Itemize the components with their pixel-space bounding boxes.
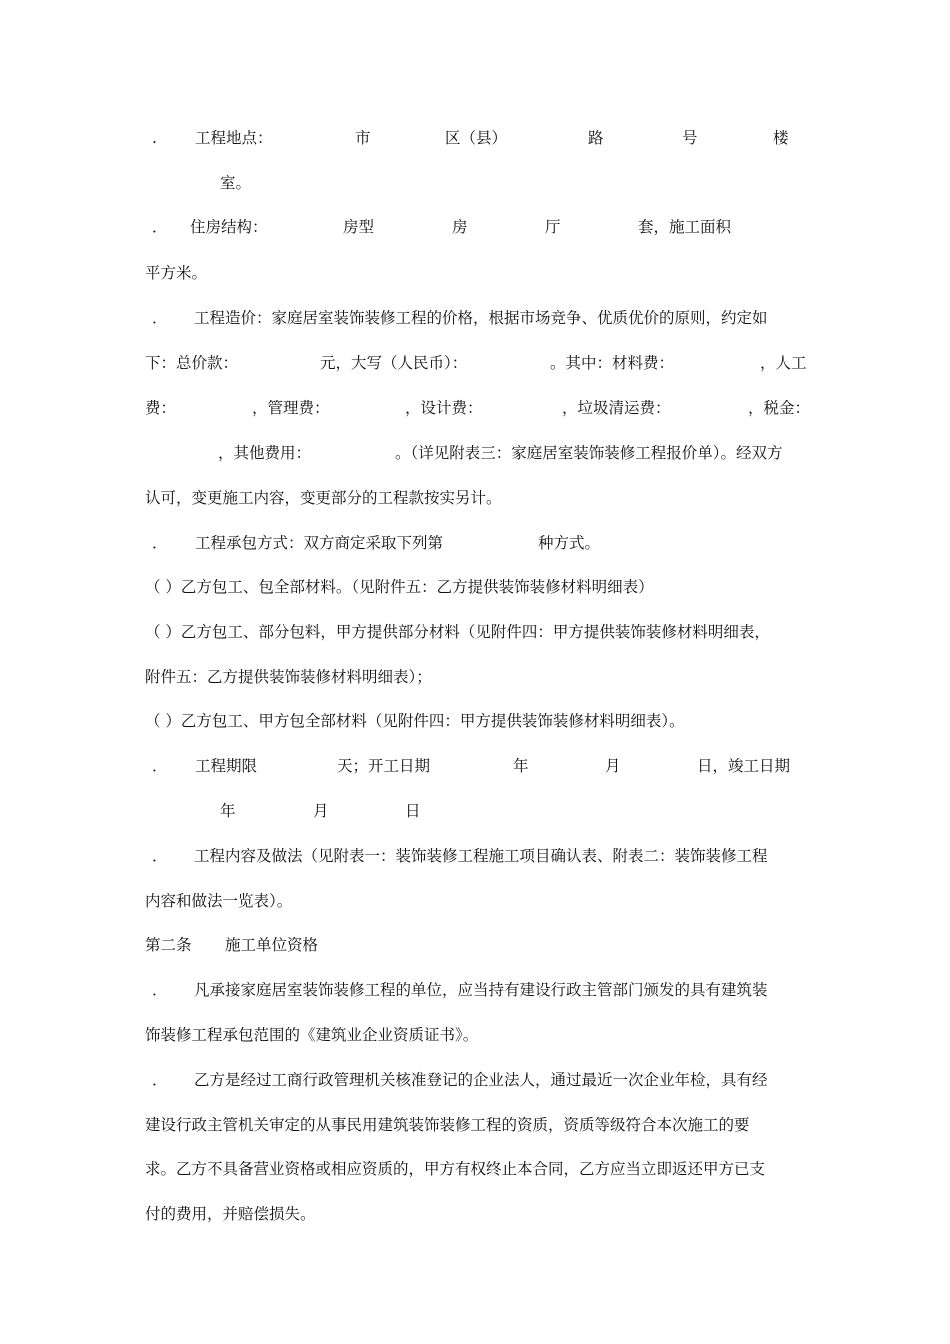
text-segment: 年 [220,802,236,820]
text-segment: ，人工 [760,354,807,372]
text-segment: 凡承接家庭居室装饰装修工程的单位，应当持有建设行政主管部门颁发的具有建筑装 [194,981,768,999]
text-segment: （ ）乙方包工、甲方包全部材料（见附件四：甲方提供装饰装修材料明细表）。 [145,712,685,730]
text-segment: ． [152,757,168,775]
text-segment: 求。乙方不具备营业资格或相应资质的，甲方有权终止本合同，乙方应当立即返还甲方已支 [145,1160,766,1178]
text-segment: 。其中：材料费： [550,354,675,372]
text-line [0,258,950,288]
text-segment: 房型 [343,218,375,236]
text-segment: （ ）乙方包工、包全部材料。（见附件五：乙方提供装饰装修材料明细表） [145,578,654,596]
text-segment: 平方米。 [145,264,208,282]
text-segment: 费： [145,399,177,417]
text-line [0,1020,950,1050]
text-line [0,303,950,333]
text-segment: ，设计费： [405,399,483,417]
text-segment: 工程期限 [195,757,258,775]
text-line [0,841,950,871]
text-segment: 年 [513,757,529,775]
text-segment: 月 [313,802,329,820]
text-line [0,1154,950,1184]
text-segment: ． [152,847,168,865]
text-segment: ． [152,218,168,236]
text-segment: 区（县） [445,129,508,147]
text-line [0,393,950,423]
text-segment: 月 [605,757,621,775]
text-segment: 内容和做法一览表）。 [145,892,293,910]
text-segment: 市 [355,129,371,147]
text-segment: 号 [682,129,698,147]
text-segment: 种方式。 [538,534,601,552]
text-segment: 日，竣工日期 [697,757,791,775]
text-segment: 。（详见附表三：家庭居室装饰装修工程报价单）。经双方 [395,444,783,462]
text-line [0,438,950,468]
text-segment: 元，大写（人民币）： [320,354,468,372]
text-line [0,168,950,198]
text-segment: 附件五：乙方提供装饰装修材料明细表）； [145,668,432,686]
text-segment: 天；开工日期 [337,757,431,775]
text-line [0,1199,950,1229]
text-segment: 第二条 [145,936,192,954]
text-line [0,123,950,153]
text-segment: 室。 [220,174,252,192]
text-segment: ，其他费用： [218,444,312,462]
text-line [0,348,950,378]
text-line [0,572,950,602]
text-segment: 住房结构： [190,218,268,236]
text-line [0,751,950,781]
text-segment: 工程地点： [195,129,273,147]
text-segment: （ ）乙方包工、部分包料，甲方提供部分材料（见附件四：甲方提供装饰装修材料明细表， [145,623,770,641]
text-segment: 下：总价款： [145,354,239,372]
text-segment: ． [152,981,168,999]
text-segment: 厅 [545,218,561,236]
text-line [0,617,950,647]
text-segment: ． [152,1071,168,1089]
text-segment: 日 [405,802,421,820]
text-line [0,706,950,736]
text-segment: ，管理费： [252,399,330,417]
text-segment: 饰装修工程承包范围的《建筑业企业资质证书》。 [145,1026,479,1044]
text-segment: 房 [452,218,468,236]
text-segment: 楼 [773,129,789,147]
text-line [0,930,950,960]
text-segment: 付的费用，并赔偿损失。 [145,1205,316,1223]
text-segment: . [152,129,157,147]
text-segment: 建设行政主管机关审定的从事民用建筑装饰装修工程的资质，资质等级符合本次施工的要 [145,1116,750,1134]
text-segment: 工程造价：家庭居室装饰装修工程的价格，根据市场竞争、优质优价的原则，约定如 [194,309,768,327]
text-segment: 套，施工面积 [638,218,732,236]
text-segment: 乙方是经过工商行政管理机关核准登记的企业法人，通过最近一次企业年检，具有经 [194,1071,768,1089]
text-segment: 施工单位资格 [225,936,319,954]
text-segment: ． [152,309,168,327]
text-segment: 认可，变更施工内容，变更部分的工程款按实另计。 [145,489,502,507]
text-segment: 工程内容及做法（见附表一：装饰装修工程施工项目确认表、附表二：装饰装修工程 [194,847,768,865]
text-segment: ． [152,534,168,552]
text-segment: ，税金： [748,399,811,417]
text-line [0,975,950,1005]
text-line [0,483,950,513]
text-line [0,212,950,242]
text-line [0,1110,950,1140]
text-line [0,528,950,558]
text-line [0,796,950,826]
text-line [0,662,950,692]
text-segment: 路 [588,129,604,147]
text-line [0,886,950,916]
text-segment: ，垃圾清运费： [562,399,671,417]
text-line [0,1065,950,1095]
text-segment: 工程承包方式：双方商定采取下列第 [195,534,444,552]
